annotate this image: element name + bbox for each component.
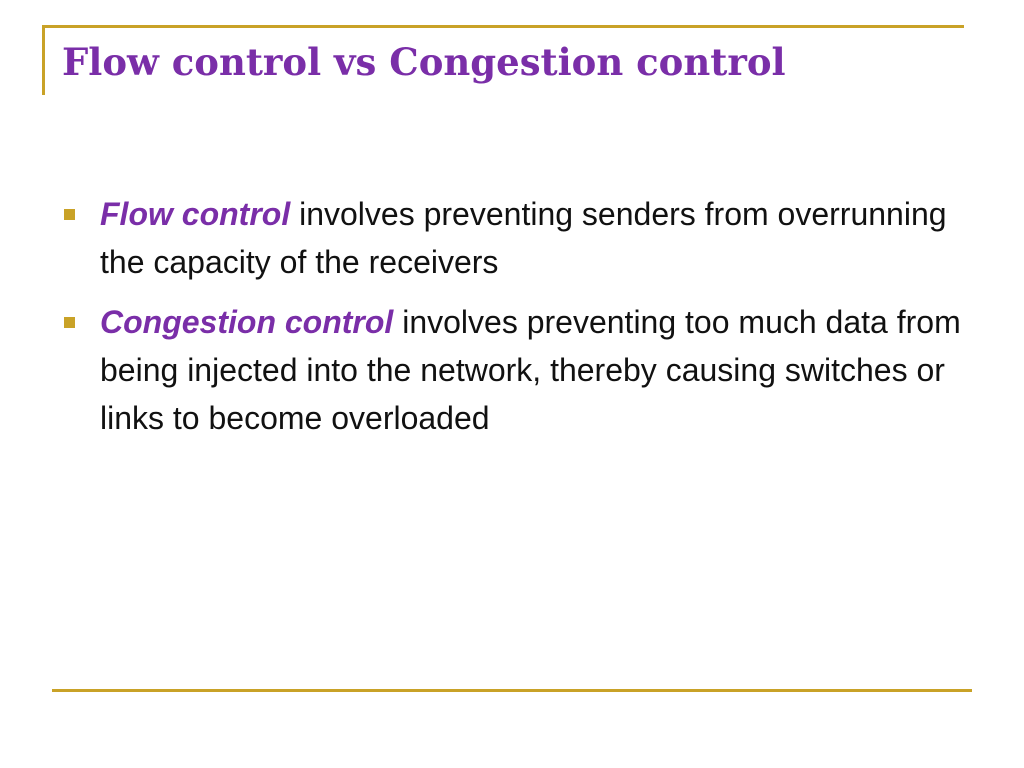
bullet-list (62, 190, 962, 454)
square-bullet-icon (64, 209, 75, 220)
slide-title: Flow control vs Congestion control (62, 40, 786, 84)
bullet-item-flow-control (62, 190, 962, 286)
bullet-text: involves preventing too much data from being injected into the network, thereby causing switches or links to become overloaded (100, 304, 961, 436)
slide-top-rule (42, 25, 964, 28)
slide-bottom-rule (52, 689, 972, 692)
bullet-text: involves preventing senders from overrunning the capacity of the receivers (100, 196, 947, 280)
bullet-item-congestion-control (62, 298, 962, 442)
bullet-term: Flow control (100, 196, 291, 232)
square-bullet-icon (64, 317, 75, 328)
bullet-term: Congestion control (100, 304, 394, 340)
slide-left-rule (42, 25, 45, 95)
